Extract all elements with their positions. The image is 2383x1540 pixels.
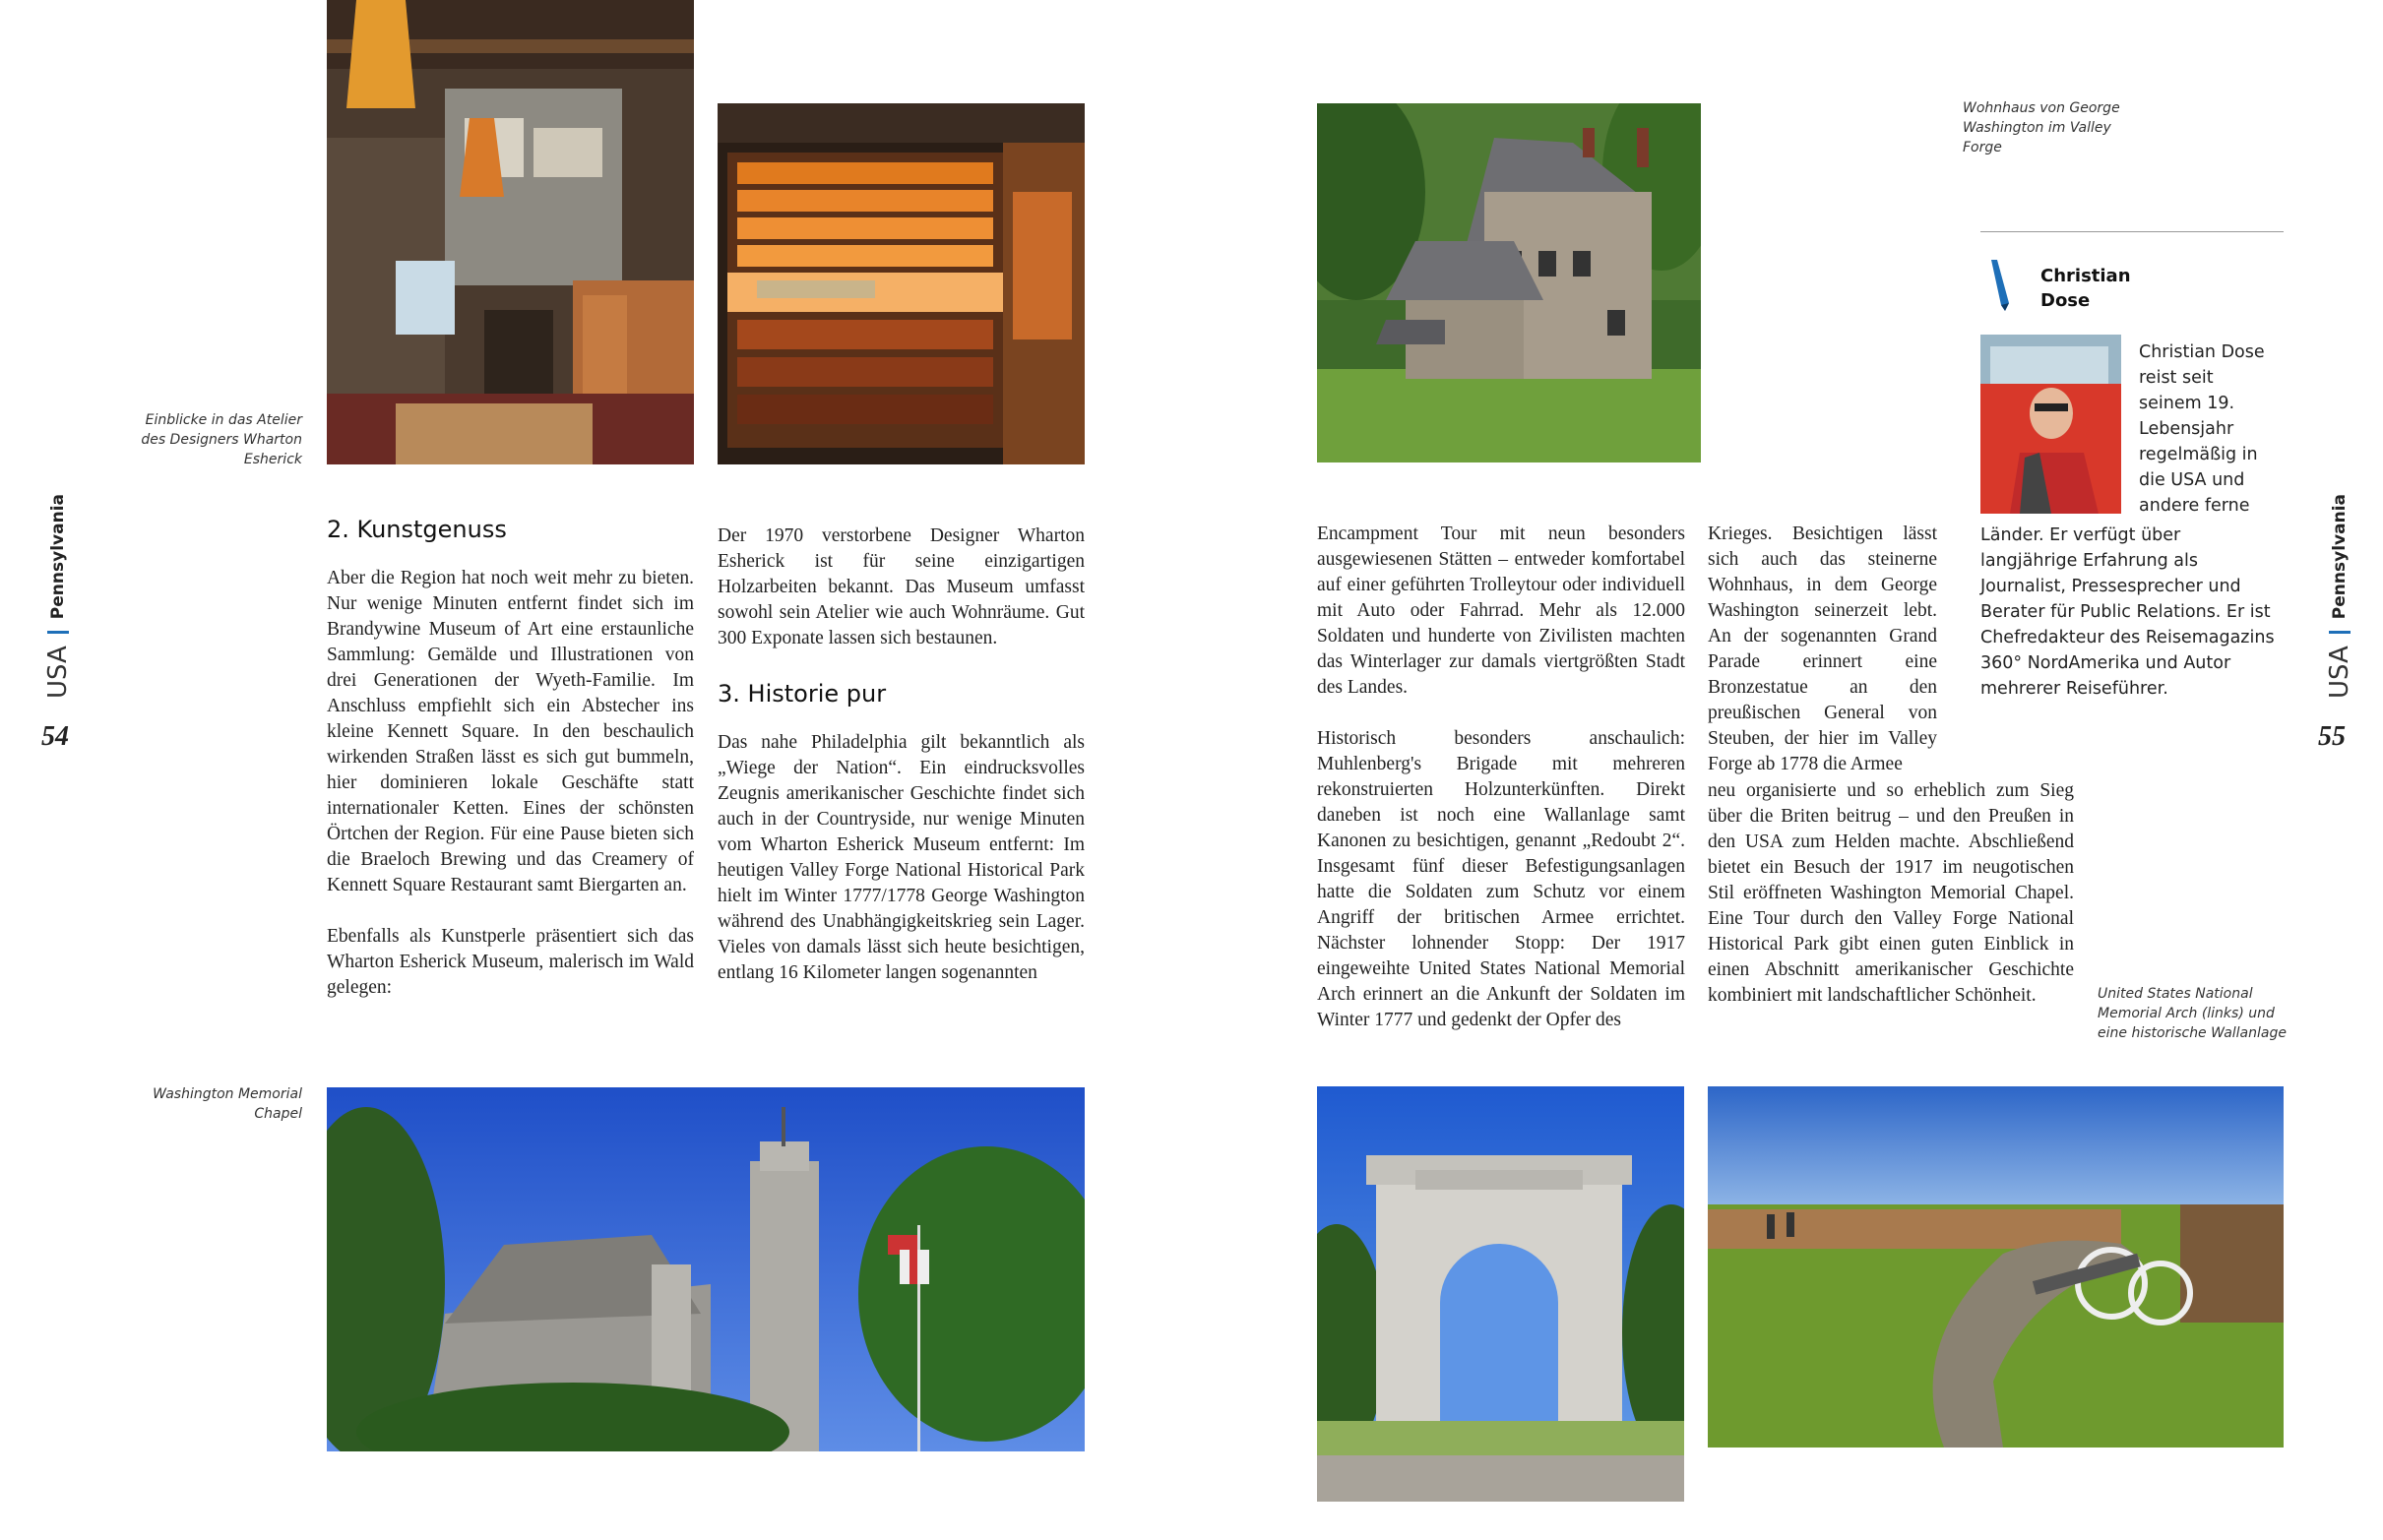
caption-arch: United States National Memorial Arch (links) und eine historische Wallanlage [2098,986,2287,1041]
running-head-region: Pennsylvania [48,494,68,620]
running-head-divider [2329,631,2351,634]
page-number-left: 54 [41,721,69,752]
running-head-divider [47,631,69,634]
paragraph-steuben: neu organisierte und so erheblich zum Sieg über die Briten beitrug – und den Preußen in den USA zum Helden machte. Abschließend bietet ein Besuch der 1917 im neugotischen Stil eröffneten Washington Memorial Chapel. Eine Tour durch den Valley Forge National Historical Park gibt einen guten Einblick in einen Abschnitt amerikanischer Geschichte kombiniert mit landschaftlicher Schönheit. [1708,780,2074,1006]
caption-chapel: Washington Memorial Chapel [153,1086,302,1122]
paragraph-encampment-tour: Encampment Tour mit neun besonders ausgewiesenen Stätten – entweder komfortabel auf einer geführten Trolleytour oder individuell mit Auto oder Fahrrad. Mehr als 12.000 Soldaten und hunderte von Zivilisten machten das Winterlager zur damals viertgrößten Stadt des Landes. [1317,524,1685,698]
photo-washington-memorial-chapel [327,1087,1085,1451]
paragraph-muhlenberg-brigade: Historisch besonders anschaulich: Muhlenberg's Brigade mit mehreren rekonstruierten Holzunterkünften. Direkt daneben ist noch eine Wallanlage samt Kanonen zu besichtigen, genannt „Redoubt 2“. Insgesamt fünf dieser Befestigungsanlagen hatte die Soldaten zum Schutz vor einem Angriff der britischen Armee errichtet. Nächster lohnender Stopp: Der 1917 eingeweihte United States National Memorial Arch erinnert an die Ankunft der Soldaten im Winter 1777 und gedenkt der Opfer des [1317,728,1685,1030]
author-last-name: Dose [2040,290,2091,311]
text-column-3 [1317,522,1685,1033]
heading-kunstgenuss: 2. Kunstgenuss [327,516,507,543]
author-bio-wide: Länder. Er verfügt über langjährige Erfahrung als Journalist, Pressesprecher und Berater für Public Relations. Er ist Chefredakteur des Reisemagazins 360° NordAmerika und Autor mehrerer Reiseführer. [1980,525,2275,699]
author-box-divider [1980,231,2284,232]
author-name [2040,264,2131,313]
paragraph-kunstgenuss-2: Ebenfalls als Kunstperle präsentiert sich das Wharton Esherick Museum, malerisch im Wald gelegen: [327,926,694,998]
text-column-2 [718,524,1085,986]
paragraph-esherick-museum: Der 1970 verstorbene Designer Wharton Esherick ist für seine einzigartigen Holzarbeiten bekannt. Das Museum umfasst sowohl sein Atelier wie auch Wohnräume. Gut 300 Exponate lassen sich bestaunen. [718,525,1085,648]
photo-national-memorial-arch [1317,1086,1684,1502]
heading-historie-pur: 3. Historie pur [718,680,887,708]
caption-house: Wohnhaus von George Washington im Valley Forge [1963,100,2120,155]
paragraph-kunstgenuss-1: Aber die Region hat noch weit mehr zu bieten. Nur wenige Minuten entfernt findet sich im Brandywine Museum of Art eine erstaunliche Sammlung: Gemälde und Illustrationen von drei Generationen der Wyeth-Familie. Im Anschluss empfiehlt sich ein Abstecher ins kleine Kennett Square. In den beschaulich wirkenden Straßen lässt es sich gut bummeln, hier dominieren lokale Geschäfte statt internationaler Ketten. Eines der schönsten Örtchen der Region. Für eine Pause bieten sich die Braeloch Brewing und das Creamery of Kennett Square Restaurant samt Biergarten an. [327,568,694,895]
author-first-name: Christian [2040,266,2131,286]
running-head-country: USA [2325,646,2354,699]
paragraph-krieges: Krieges. Besichtigen lässt sich auch das steinerne Wohnhaus, in dem George Washington seinerzeit lebt. An der sogenannten Grand Parade erinnert eine Bronzestatue an den preußischen General von Steuben, der hier im Valley Forge ab 1778 die Armee [1708,524,1937,774]
caption-atelier: Einblicke in das Atelier des Designers Wharton Esherick [141,412,302,467]
author-bio-narrow: Christian Dose reist seit seinem 19. Lebensjahr regelmäßig in die USA und andere ferne [2139,342,2265,516]
photo-redoubt-cannon [1708,1086,2284,1448]
author-photo [1980,335,2121,514]
text-column-1 [327,515,694,1001]
running-head-region: Pennsylvania [2330,494,2350,620]
page-number-right: 55 [2318,721,2346,752]
running-head-left [43,494,73,699]
running-head-country: USA [43,646,73,699]
running-head-right [2325,494,2354,699]
photo-wooden-drawers [718,103,1085,464]
photo-washington-headquarters [1317,103,1701,462]
paragraph-historie-pur: Das nahe Philadelphia gilt bekanntlich als „Wiege der Nation“. Ein eindrucksvolles Zeugnis amerikanischer Geschichte findet sich auch in der Countryside, nur wenige Minuten vom Wharton Esherick Museum entfernt: Im heutigen Valley Forge National Historical Park hielt im Winter 1777/1778 George Washington während des Unabhängigkeitskrieg sein Lager. Vieles von damals lässt sich heute besichtigen, entlang 16 Kilometer langen sogenannten [718,732,1085,983]
text-column-4-upper [1708,522,1937,777]
pen-icon [1983,258,2013,313]
photo-atelier-interior [327,0,694,464]
text-column-4-lower [1708,778,2074,1009]
